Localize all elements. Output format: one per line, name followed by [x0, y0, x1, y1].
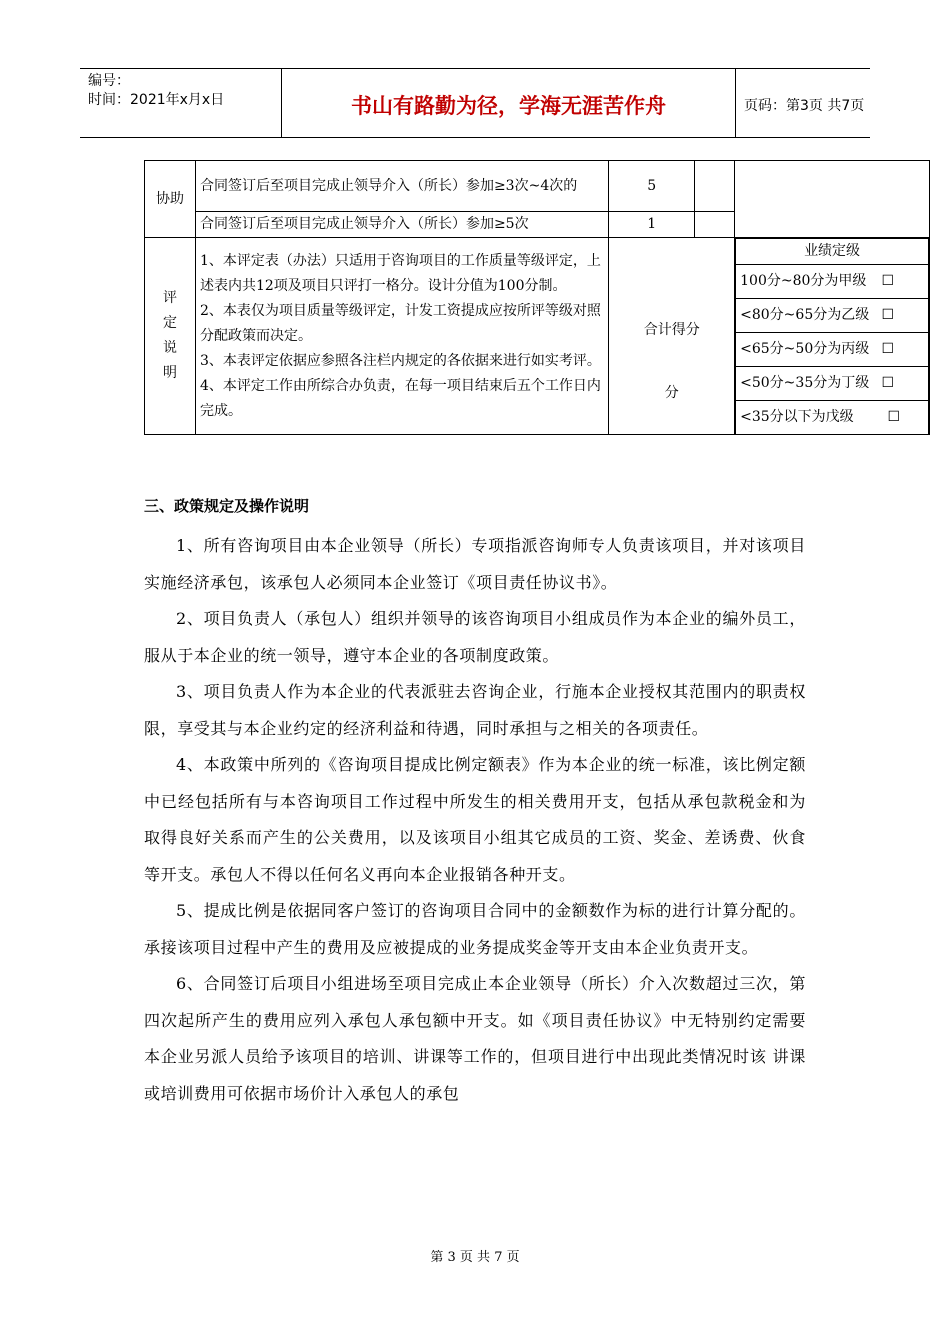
paragraph: 5、提成比例是依据同客户签订的咨询项目合同中的金额数作为标的进行计算分配的。承接该项目过程中产生的费用及应被提成的业务提成奖金等开支由本企业负责开支。 — [144, 901, 806, 957]
paragraph: 6、合同签订后项目小组进场至项目完成止本企业领导（所长）介入次数超过三次，第四次起所产生的费用应列入承包人承包额中开支。如《项目责任协议》中无特别约定需要本企业另派人员给予该项目的培训、讲课等工作的，但项目进行中出现此类情况时该 讲课或培训费用可依据市场价计入承包人的承包 — [144, 974, 806, 1103]
grade-text: <65分~50分为丙级 — [740, 341, 870, 357]
grade-table — [735, 238, 929, 434]
table-row — [145, 238, 930, 435]
blank-cell — [735, 161, 930, 238]
notes-label-text: 评定说明 — [162, 290, 177, 381]
assist-row-text: 合同签订后至项目完成止领导介入（所长）参加≥5次 — [195, 212, 608, 238]
grade-row — [736, 333, 929, 367]
grade-header: 业绩定级 — [736, 239, 929, 265]
notes-cell — [195, 238, 608, 435]
note-item: 4、本评定工作由所综合办负责，在每一项目结束后五个工作日内完成。 — [199, 377, 601, 419]
paragraph: 1、所有咨询项目由本企业领导（所长）专项指派咨询师专人负责该项目，并对该项目实施经济承包，该承包人必须同本企业签订《项目责任协议书》。 — [144, 536, 806, 592]
assist-row-score: 1 — [609, 212, 695, 238]
checkbox-icon[interactable]: ☐ — [881, 375, 894, 391]
blank-cell — [695, 161, 735, 212]
note-item: 3、本表评定依据应参照各注栏内规定的各依据来进行如实考评。 — [199, 352, 601, 369]
grade-text: 100分~80分为甲级 — [740, 273, 867, 289]
assist-label: 协助 — [145, 161, 196, 238]
assist-row-text: 合同签订后至项目完成止领导介入（所长）参加≥3次~4次的 — [195, 161, 608, 212]
paragraph: 4、本政策中所列的《咨询项目提成比例定额表》作为本企业的统一标准，该比例定额中已经包括所有与本咨询项目工作过程中所发生的相关费用开支，包括从承包款税金和为取得良好关系而产生的公关费用，以及该项目小组其它成员的工资、奖金、差诱费、伙食等开支。承包人不得以任何名义再向本企业报销各种开支。 — [144, 755, 806, 884]
grade-row — [736, 265, 929, 299]
paragraph: 3、项目负责人作为本企业的代表派驻去咨询企业，行施本企业授权其范围内的职责权限，享受其与本企业约定的经济利益和待遇，同时承担与之相关的各项责任。 — [144, 682, 806, 738]
note-item: 2、本表仅为项目质量等级评定，计发工资提成应按所评等级对照分配政策而决定。 — [199, 302, 601, 344]
page-header — [80, 68, 870, 138]
checkbox-icon[interactable]: ☐ — [881, 273, 894, 289]
grade-row — [736, 401, 929, 435]
time-label: 时间：2021年x月x日 — [88, 92, 225, 108]
grade-row — [736, 367, 929, 401]
total-score-cell — [609, 238, 735, 435]
page-footer: 第 3 页 共 7 页 — [430, 1250, 520, 1265]
grade-text: <35分以下为戊级 — [740, 409, 854, 425]
header-page-label: 页码：第3页 共7页 — [744, 98, 865, 114]
checkbox-icon[interactable]: ☐ — [881, 307, 894, 323]
policy-body — [144, 528, 806, 1112]
grade-cell — [735, 238, 930, 435]
checkbox-icon[interactable]: ☐ — [887, 409, 900, 425]
total-label: 合计得分 — [643, 322, 700, 338]
evaluation-table — [144, 160, 930, 435]
grade-row — [736, 299, 929, 333]
note-item: 1、本评定表（办法）只适用于咨询项目的工作质量等级评定，上述表内共12项及项目只评打一格分。设计分值为100分制。 — [199, 252, 601, 294]
header-meta — [80, 69, 282, 137]
total-unit: 分 — [664, 385, 679, 401]
section-title: 三、政策规定及操作说明 — [144, 497, 310, 515]
assist-row-score: 5 — [609, 161, 695, 212]
table-row — [145, 161, 930, 212]
number-label: 编号： — [88, 73, 130, 89]
grade-text: <50分~35分为丁级 — [740, 375, 870, 391]
blank-cell — [695, 212, 735, 238]
paragraph: 2、项目负责人（承包人）组织并领导的该咨询项目小组成员作为本企业的编外员工，服从于本企业的统一领导，遵守本企业的各项制度政策。 — [144, 609, 806, 665]
checkbox-icon[interactable]: ☐ — [881, 341, 894, 357]
grade-text: <80分~65分为乙级 — [740, 307, 870, 323]
notes-label — [145, 238, 196, 435]
header-motto: 书山有路勤为径，学海无涯苦作舟 — [282, 69, 736, 137]
